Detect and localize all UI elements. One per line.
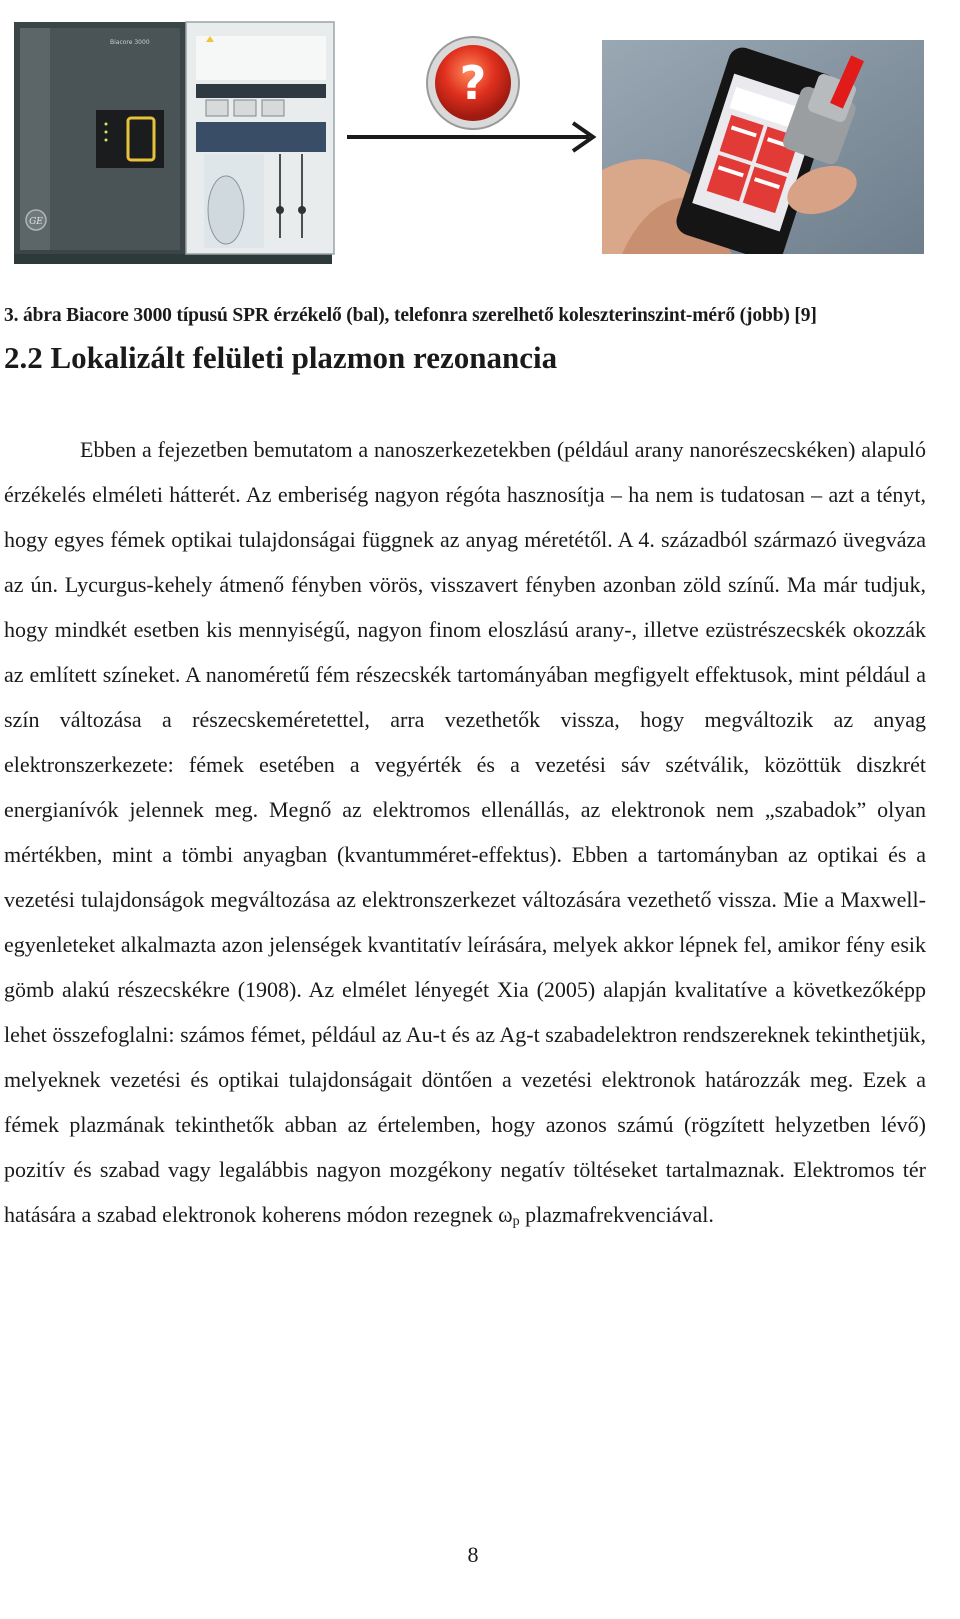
svg-text:?: ? xyxy=(459,56,487,110)
biacore-device-image xyxy=(10,14,340,268)
figure-caption: 3. ábra Biacore 3000 típusú SPR érzékelő (bal), telefonra szerelhető koleszterinszint-mérő (jobb) [9] xyxy=(4,305,817,326)
figure-3 xyxy=(0,0,960,290)
phone-cholesterol-meter-image xyxy=(602,40,924,254)
page-number: 8 xyxy=(467,1542,479,1567)
body-paragraph xyxy=(4,427,926,1244)
body-text-end: plazmafrekvenciával. xyxy=(519,1202,714,1227)
omega-subscript: p xyxy=(512,1214,520,1229)
device-brand: GE xyxy=(29,217,43,227)
device-label: Biacore 3000 xyxy=(110,39,150,46)
question-mark-icon xyxy=(423,33,523,133)
body-text-main: Ebben a fejezetben bemutatom a nanoszerkezetekben (például arany nanorészecskéken) alapuló érzékelés elméleti hátterét. Az emberiség nagyon régóta hasznosítja – ha nem is tudatosan – azt a tényt, hogy egyes fémek optikai tulajdonságai függnek az anyag méretétől. A 4. századból származó üvegváza az ún. Lycurgus-kehely átmenő fényben vörös, visszavert fényben azonban zöld színű. Ma már tudjuk, hogy mindkét esetben kis mennyiségű, nagyon finom eloszlású arany-, illetve ezüstrészecskék okozzák az említett színeket. A nanoméretű fém részecskék tartományában megfigyelt effektusok, mint például a szín változása a részecskeméretettel, arra vezethetők vissza, hogy megváltozik az anyag elektronszerkezete: fémek esetében a vegyérték és a vezetési sáv szétválik, közöttük diszkrét energianívók jelennek meg. Megnő az elektromos ellenállás, az elektronok nem „szabadok” olyan mértékben, mint a tömbi anyagban (kvantumméret-effektus). Ebben a tartományban az optikai és a vezetési tulajdonságok megváltozása az elektronszerkezet változására vezethető vissza. Mie a Maxwell-egyenleteket alkalmazta azon jelenségek kvantitatív leírására, melyek akkor lépnek fel, amikor fény esik gömb alakú részecskékre (1908). Az elmélet lényegét Xia (2005) alapján kvalitatíve a következőképp lehet összefoglalni: számos fémet, például az Au-t és az Ag-t szabadelektron rendszereknek tekinthetjük, melyeknek vezetési és optikai tulajdonságait döntően a vezetési elektronok határozzák meg. Ezek a fémek plazmának tekinthetők abban az értelemben, hogy azonos számú (rögzített helyzetben lévő) pozitív és szabad vagy legalábbis nagyon mozgékony negatív töltéseket tartalmaznak. Elektromos tér hatására a szabad elektronok koherens módon rezegnek ω xyxy=(4,437,926,1227)
section-heading: 2.2 Lokalizált felületi plazmon rezonancia xyxy=(4,340,558,375)
